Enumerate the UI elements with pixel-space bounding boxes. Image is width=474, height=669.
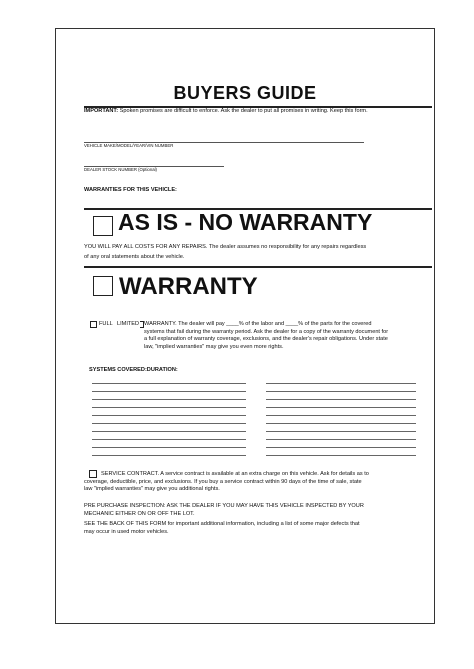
important-label: IMPORTANT: (84, 108, 119, 114)
as-is-text-line-2: of any oral statements about the vehicle. (84, 254, 185, 260)
stock-line-label: DEALER STOCK NUMBER (Optional) (84, 167, 157, 172)
warranties-heading: WARRANTIES FOR THIS VEHICLE: (84, 187, 177, 193)
service-text-line-2: coverage, deductible, price, and exclusions. If you buy a service contract within 90 days of the time of sale, state (84, 478, 362, 485)
as-is-text-line-1: YOU WILL PAY ALL COSTS FOR ANY REPAIRS. The dealer assumes no responsibility for any repairs regardless (84, 244, 367, 250)
back-text-line-2: may occur in used motor vehicles. (84, 528, 169, 535)
important-notice (84, 108, 432, 116)
back-text-line-1: SEE THE BACK OF THIS FORM for important additional information, including a list of some major defects that (84, 521, 360, 527)
pre-purchase-line-2: MECHANIC EITHER ON OR OFF THE LOT. (84, 510, 195, 517)
warranty-checkbox[interactable] (93, 276, 113, 296)
back-of-form-note (84, 521, 432, 536)
full-checkbox[interactable] (90, 321, 97, 328)
warranty-text-line-3: a full explanation of warranty coverage, exclusions, and the dealer's repair obligations. Under state (144, 336, 388, 343)
pre-purchase-line-1: PRE PURCHASE INSPECTION: ASK THE DEALER IF YOU MAY HAVE THIS VEHICLE INSPECTED BY YOUR (84, 503, 364, 509)
systems-heading: SYSTEMS COVERED:DURATION: (89, 367, 178, 373)
as-is-checkbox[interactable] (93, 216, 113, 236)
limited-label: LIMITED (117, 321, 140, 327)
as-is-heading: AS IS - NO WARRANTY (118, 209, 373, 235)
warranty-text-line-1: WARRANTY. The dealer will pay ____% of the labor and ____% of the parts for the covered (144, 321, 372, 327)
important-text: Spoken promises are difficult to enforce. Ask the dealer to put all promises in writing. Keep this form. (119, 108, 368, 114)
warranty-text (144, 321, 432, 351)
warranty-text-line-2: systems that fail during the warranty period. Ask the dealer for a copy of the warranty document for (144, 328, 389, 335)
full-label: FULL (99, 321, 113, 327)
service-text-line-3: law "implied warranties" may give you additional rights. (84, 486, 220, 493)
pre-purchase-inspection (84, 503, 432, 518)
buyers-guide-form (55, 28, 435, 624)
form-title: BUYERS GUIDE (173, 83, 317, 103)
service-text-line-1: SERVICE CONTRACT. A service contract is available at an extra charge on this vehicle. Ask for details as to (101, 471, 369, 477)
warranty-heading: WARRANTY (119, 273, 258, 300)
warranty-rule (84, 266, 432, 268)
as-is-text (84, 242, 432, 262)
vehicle-line-label: VEHICLE MAKE/MODEL/YEAR/VIN NUMBER (84, 143, 174, 148)
warranty-text-line-4: law, "implied warranties" may give you even more rights. (144, 343, 284, 350)
service-contract-text (84, 471, 432, 494)
